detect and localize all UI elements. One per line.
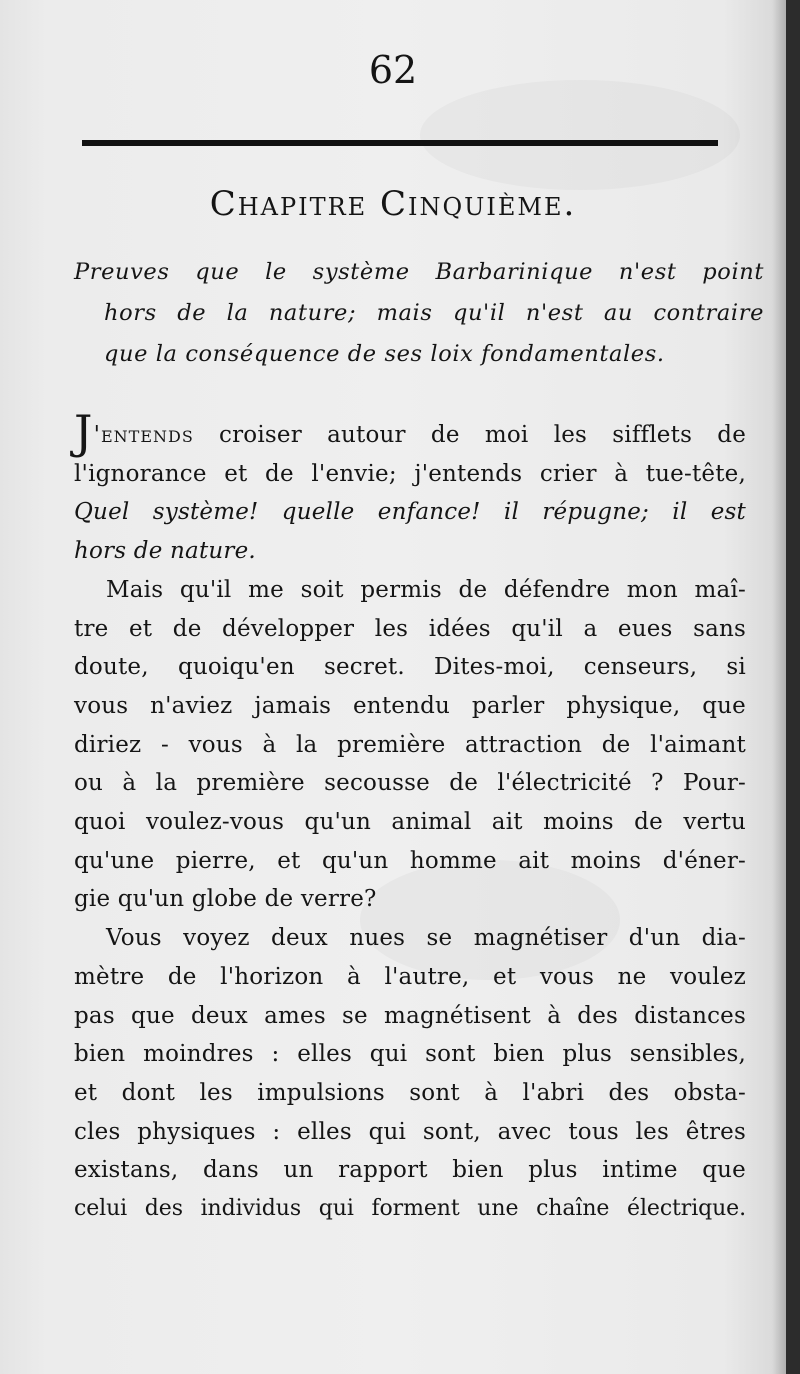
summary-line: que la conséquence de ses loix fondamentales. xyxy=(104,341,665,367)
paragraph-1-line: hors de nature. xyxy=(74,538,256,565)
summary-line: hors de la nature; mais qu'il n'est au contraire xyxy=(104,300,764,326)
page-number: 62 xyxy=(368,48,418,92)
chapter-title: Chapitre Cinquième. xyxy=(209,184,577,224)
paragraph-3-line: pas que deux ames se magnétisent à des distances xyxy=(74,1002,746,1029)
summary-line: Preuves que le système Barbarinique n'est point xyxy=(74,259,764,285)
paragraph-2-line: vous n'aviez jamais entendu parler physique, que xyxy=(74,692,746,719)
paragraph-2-line: ou à la première secousse de l'électricité ? Pour- xyxy=(74,770,746,797)
paragraph-2-line: diriez - vous à la première attraction de l'aimant xyxy=(74,731,746,758)
paragraph-3-line: bien moindres : elles qui sont bien plus sensibles, xyxy=(74,1041,746,1068)
header-rule xyxy=(82,140,718,146)
opening-word: 'entends xyxy=(93,422,194,448)
paragraph-1-line: Quel système! quelle enfance! il répugne; il est xyxy=(74,499,746,526)
paragraph-2-line: doute, quoiqu'en secret. Dites-moi, censeurs, si xyxy=(74,654,746,681)
paragraph-2-line: tre et de développer les idées qu'il a eues sans xyxy=(74,615,746,642)
chapter-summary xyxy=(74,252,764,375)
paragraph-2-line: gie qu'un globe de verre? xyxy=(74,886,377,913)
paragraph-1-line-rest: croiser autour de moi les sifflets de xyxy=(219,422,747,448)
paragraph-2-line: quoi voulez-vous qu'un animal ait moins de vertu xyxy=(74,809,746,836)
paragraph-2-line: Mais qu'il me soit permis de défendre mon maî- xyxy=(106,576,746,603)
page-stain xyxy=(420,80,740,190)
paragraph-3-line: mètre de l'horizon à l'autre, et vous ne voulez xyxy=(74,963,746,990)
paragraph-1-line xyxy=(74,405,747,459)
paragraph-3-line: existans, dans un rapport bien plus intime que xyxy=(74,1157,746,1184)
paragraph-2-line: qu'une pierre, et qu'un homme ait moins d'éner- xyxy=(74,847,746,874)
paragraph-3-line: et dont les impulsions sont à l'abri des obsta- xyxy=(74,1079,746,1106)
paragraph-3-line: cles physiques : elles qui sont, avec tous les êtres xyxy=(74,1118,746,1145)
body-text xyxy=(74,405,747,1229)
paragraph-3-line: Vous voyez deux nues se magnétiser d'un dia- xyxy=(106,925,746,952)
paragraph-1-line: l'ignorance et de l'envie; j'entends crier à tue-tête, xyxy=(74,460,746,487)
drop-cap: J xyxy=(74,405,93,459)
paragraph-3-line: celui des individus qui forment une chaîne électrique. xyxy=(74,1196,746,1222)
